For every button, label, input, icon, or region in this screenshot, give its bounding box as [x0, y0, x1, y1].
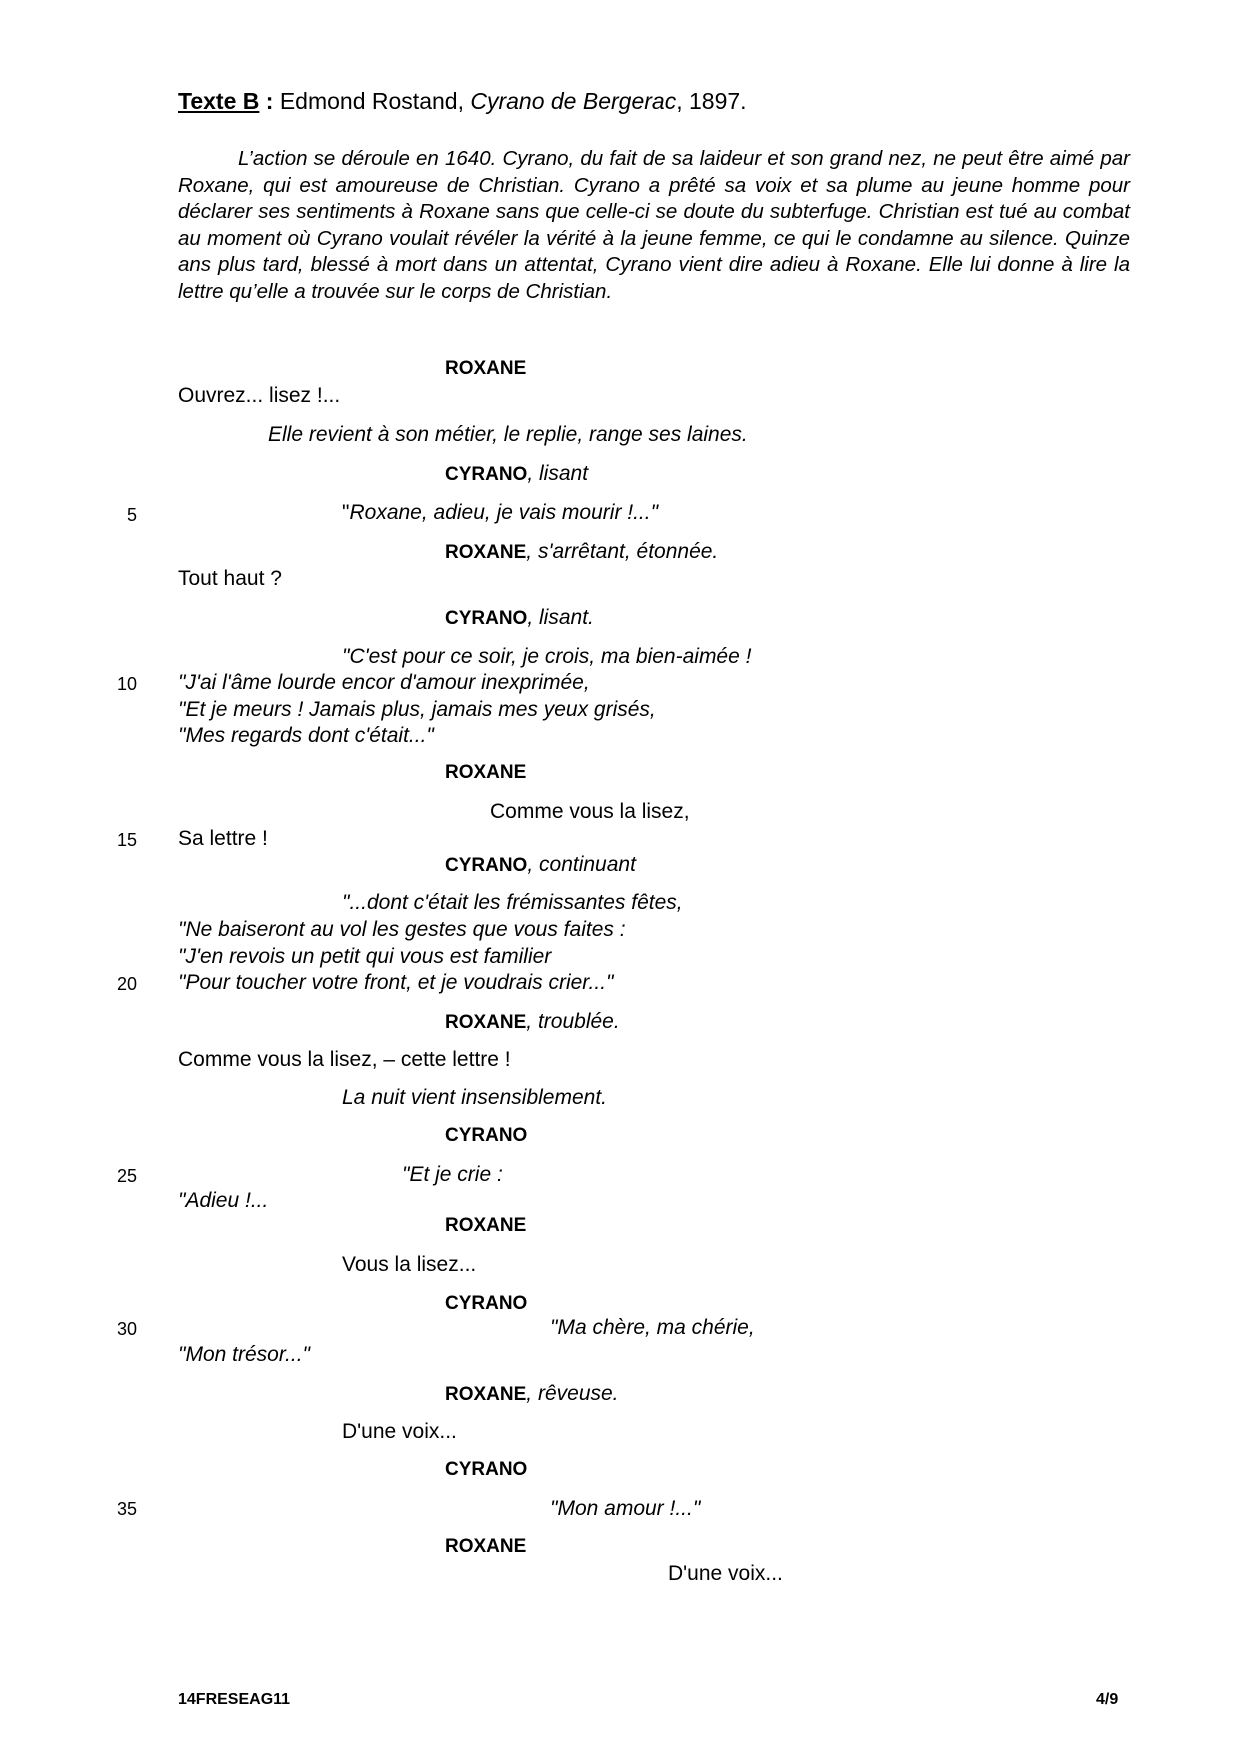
intro-paragraph: L’action se déroule en 1640. Cyrano, du fait de sa laideur et son grand nez, ne peut être aimé par Roxane, qui est amoureuse de Christian. Cyrano a prêté sa voix et sa plume au jeune homme pour déclarer ses sentiments à Roxane sans que celle-ci se doute du subterfuge. Christian est tué au combat au moment où Cyrano voulait révéler la vérité à la jeune femme, ce qui le condamne au silence. Quinze ans plus tard, blessé à mort dans un attentat, Cyrano vient dire adieu à Roxane. Elle lui donne à lire la lettre qu’elle a trouvée sur le corps de Christian. — [178, 147, 1130, 303]
speaker-direction: , lisant — [527, 462, 589, 485]
verse-line: "Pour toucher votre front, et je voudrais crier..." — [178, 971, 614, 994]
verse-line: Comme vous la lisez, — [490, 800, 690, 823]
verse-line: "Mon trésor..." — [178, 1343, 310, 1366]
verse-line: "Adieu !... — [178, 1189, 269, 1212]
line-number: 10 — [117, 674, 138, 694]
stage-direction: Elle revient à son métier, le replie, range ses laines. — [268, 423, 748, 446]
line-number: 25 — [117, 1166, 138, 1186]
verse-line: Tout haut ? — [178, 567, 282, 590]
speaker-cyrano: CYRANO — [445, 1459, 528, 1480]
speaker-roxane: ROXANE — [445, 1215, 527, 1236]
verse-line: Ouvrez... lisez !... — [178, 384, 341, 407]
speaker-direction: , rêveuse. — [526, 1382, 619, 1405]
text-title — [178, 88, 747, 115]
verse-line: "Roxane, adieu, je vais mourir !..." — [342, 501, 659, 524]
speaker-roxane: ROXANE — [445, 1536, 527, 1557]
line-number: 35 — [117, 1499, 138, 1519]
verse-line: "Et je crie : — [402, 1163, 503, 1186]
line-number: 20 — [117, 974, 138, 994]
verse-line: "Ma chère, ma chérie, — [550, 1316, 755, 1339]
text-label: Texte B — [178, 88, 260, 114]
speaker-direction: , lisant. — [527, 606, 594, 629]
speaker-roxane: ROXANE — [445, 762, 527, 783]
speaker-direction: , s'arrêtant, étonnée. — [526, 540, 719, 563]
verse-line: "Mon amour !..." — [550, 1497, 701, 1520]
verse-line: D'une voix... — [342, 1420, 457, 1443]
year: , 1897. — [676, 88, 747, 114]
verse-line: Sa lettre ! — [178, 827, 268, 850]
title-colon: : — [259, 88, 274, 114]
line-number: 5 — [127, 505, 138, 525]
verse-line: "J'en revois un petit qui vous est familier — [178, 945, 552, 968]
speaker-roxane: ROXANE — [445, 358, 527, 379]
verse-line: "...dont c'était les frémissantes fêtes, — [342, 891, 683, 914]
line-number: 15 — [117, 830, 138, 850]
speaker-cyrano: CYRANO — [445, 1293, 528, 1314]
speaker-cyrano: CYRANO, continuant — [445, 853, 636, 876]
speaker-roxane: ROXANE, rêveuse. — [445, 1382, 619, 1405]
author: Edmond Rostand, — [273, 88, 464, 114]
speaker-roxane: ROXANE, troublée. — [445, 1010, 620, 1033]
verse-line: D'une voix... — [668, 1562, 783, 1585]
verse-line: "J'ai l'âme lourde encor d'amour inexprimée, — [178, 671, 590, 694]
verse-line: "Mes regards dont c'était..." — [178, 724, 434, 747]
verse-line: "C'est pour ce soir, je crois, ma bien-aimée ! — [342, 645, 752, 668]
speaker-direction: , troublée. — [526, 1010, 620, 1033]
stage-direction: La nuit vient insensiblement. — [342, 1086, 607, 1109]
page-number: 4/9 — [1096, 1691, 1119, 1708]
speaker-cyrano: CYRANO, lisant. — [445, 606, 594, 629]
speaker-roxane: ROXANE, s'arrêtant, étonnée. — [445, 540, 719, 563]
speaker-direction: , continuant — [527, 853, 636, 876]
speaker-cyrano: CYRANO — [445, 1125, 528, 1146]
verse-line: Comme vous la lisez, – cette lettre ! — [178, 1048, 511, 1071]
verse-line: "Et je meurs ! Jamais plus, jamais mes yeux grisés, — [178, 698, 656, 721]
document-code: 14FRESEAG11 — [178, 1691, 291, 1708]
work-title: Cyrano de Bergerac — [463, 88, 677, 114]
line-number: 30 — [117, 1319, 138, 1339]
verse-line: "Ne baiseront au vol les gestes que vous faites : — [178, 918, 626, 941]
speaker-cyrano: CYRANO, lisant — [445, 462, 589, 485]
verse-line: Vous la lisez... — [342, 1253, 477, 1276]
